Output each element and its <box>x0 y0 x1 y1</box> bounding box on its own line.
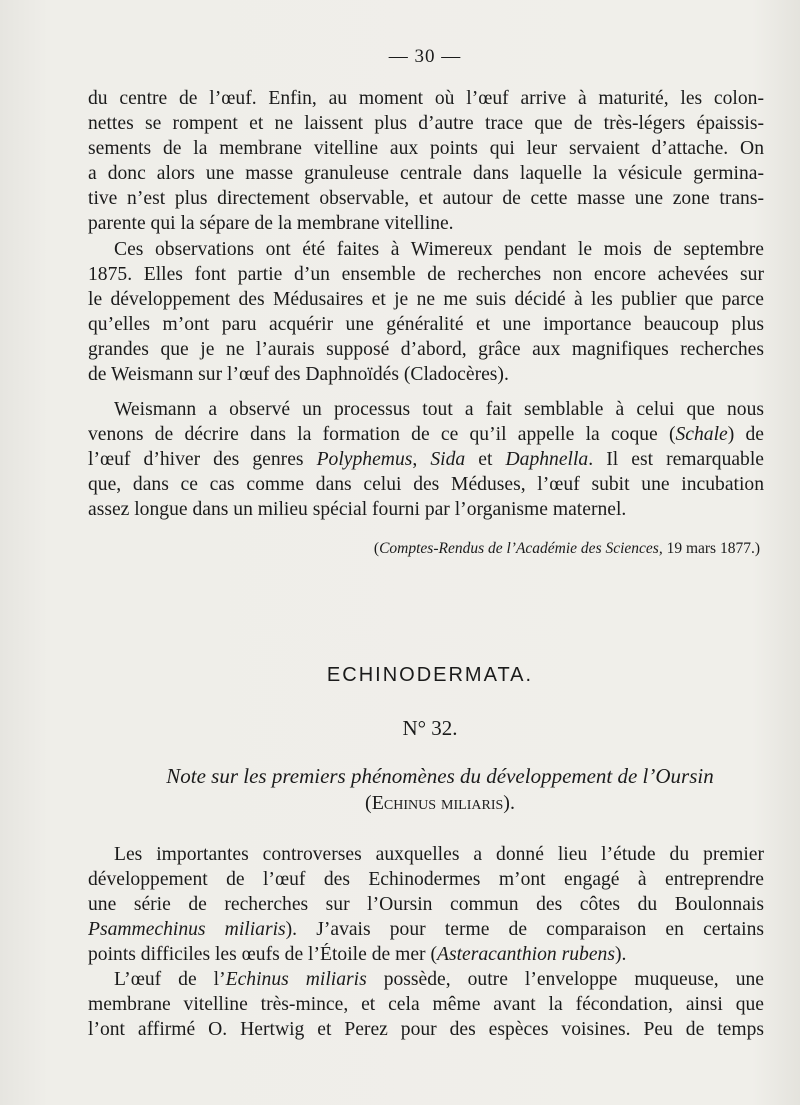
text-line: une série de recherches sur l’Oursin commun des côtes du Boulonnais <box>88 893 764 915</box>
text-run: ) de <box>727 423 764 445</box>
text-line: qu’elles m’ont paru acquérir une généralité et une importance beaucoup plus <box>88 313 764 335</box>
text-line <box>88 448 764 473</box>
text-line: Weismann a observé un processus tout a fait semblable à celui que nous <box>114 399 764 420</box>
text-line: membrane vitelline très-mince, et cela même avant la fécondation, ainsi que <box>88 993 764 1015</box>
citation <box>300 540 760 558</box>
paragraph-1 <box>88 87 764 236</box>
citation-source: Comptes-Rendus de l’Académie des Sciences, <box>379 540 663 557</box>
text-italic: Psammechinus miliaris <box>88 918 286 940</box>
text-run: l’œuf d’hiver des genres <box>88 448 317 470</box>
text-line <box>88 918 764 943</box>
text-line: grandes que je ne l’aurais supposé d’abord, grâce aux magnifiques recherches <box>88 338 764 360</box>
text-line: sements de la membrane vitelline aux points qui leur servaient d’attache. On <box>88 137 764 159</box>
paragraph-3 <box>88 398 764 523</box>
section-title: ECHINODERMATA. <box>326 664 534 686</box>
text-line: a donc alors une masse granuleuse centrale dans laquelle la vésicule germina- <box>88 162 764 184</box>
text-italic: Schale <box>675 423 728 445</box>
text-run: possède, outre l’enveloppe muqueuse, une <box>366 969 764 990</box>
paragraph-2 <box>88 238 764 387</box>
citation-date: 19 mars 1877.) <box>662 540 760 557</box>
text-run: L’œuf de l’ <box>114 969 226 990</box>
text-italic: Daphnella <box>505 448 589 470</box>
text-line: que, dans ce cas comme dans celui des Méduses, l’œuf subit une incubation <box>88 473 764 495</box>
text-line: Ces observations ont été faites à Wimereux pendant le mois de septembre <box>114 239 764 260</box>
subtitle-open: ( <box>365 792 372 814</box>
text-line: du centre de l’œuf. Enfin, au moment où l’œuf arrive à maturité, les colon- <box>88 88 764 109</box>
text-run: venons de décrire dans la formation de ce qu’il appelle la coque ( <box>88 423 676 445</box>
text-line: 1875. Elles font partie d’un ensemble de recherches non encore achevées sur <box>88 263 764 285</box>
text-line <box>88 968 764 993</box>
citation-open: ( <box>373 540 380 557</box>
text-line <box>88 423 764 448</box>
text-line: Les importantes controverses auxquelles a donné lieu l’étude du premier <box>114 844 764 865</box>
text-line: assez longue dans un milieu spécial fourni par l’organisme maternel. <box>88 498 627 520</box>
text-line <box>88 943 764 968</box>
text-line: le développement des Médusaires et je ne me suis décidé à les publier que parce <box>88 288 764 310</box>
text-line: développement de l’œuf des Echinodermes m’ont engagé à entreprendre <box>88 868 764 890</box>
text-run: ). <box>614 943 627 965</box>
page-number: — 30 — <box>388 46 462 67</box>
text-run: . Il est remarquable <box>588 448 764 470</box>
text-line: l’ont affirmé O. Hertwig et Perez pour des espèces voisines. Peu de temps <box>88 1018 764 1040</box>
note-title: Note sur les premiers phénomènes du développement de l’Oursin <box>166 764 714 788</box>
text-run: points difficiles les œufs de l’Étoile de mer ( <box>88 943 437 965</box>
text-line: parente qui la sépare de la membrane vitelline. <box>88 212 454 234</box>
text-run: et <box>465 448 506 470</box>
text-run: ). J’avais pour terme de comparaison en certains <box>285 918 764 940</box>
note-number: N° 32. <box>402 716 458 740</box>
text-italic: Polyphemus <box>316 448 413 470</box>
paragraph-5 <box>88 968 764 1043</box>
species-name: Echinus miliaris <box>371 792 504 814</box>
text-italic: Sida <box>430 448 466 470</box>
text-italic: Asteracanthion rubens <box>436 943 615 965</box>
note-subtitle <box>0 792 800 815</box>
text-line: nettes se rompent et ne laissent plus d’autre trace que de très-légers épaissis- <box>88 112 764 134</box>
paragraph-4 <box>88 843 764 968</box>
subtitle-close: ). <box>503 792 515 814</box>
text-line: de Weismann sur l’œuf des Daphnoïdés (Cladocères). <box>88 363 509 385</box>
text-italic: Echinus miliaris <box>225 969 367 990</box>
text-line: tive n’est plus directement observable, et autour de cette masse une zone trans- <box>88 187 764 209</box>
text-run: , <box>412 448 431 470</box>
